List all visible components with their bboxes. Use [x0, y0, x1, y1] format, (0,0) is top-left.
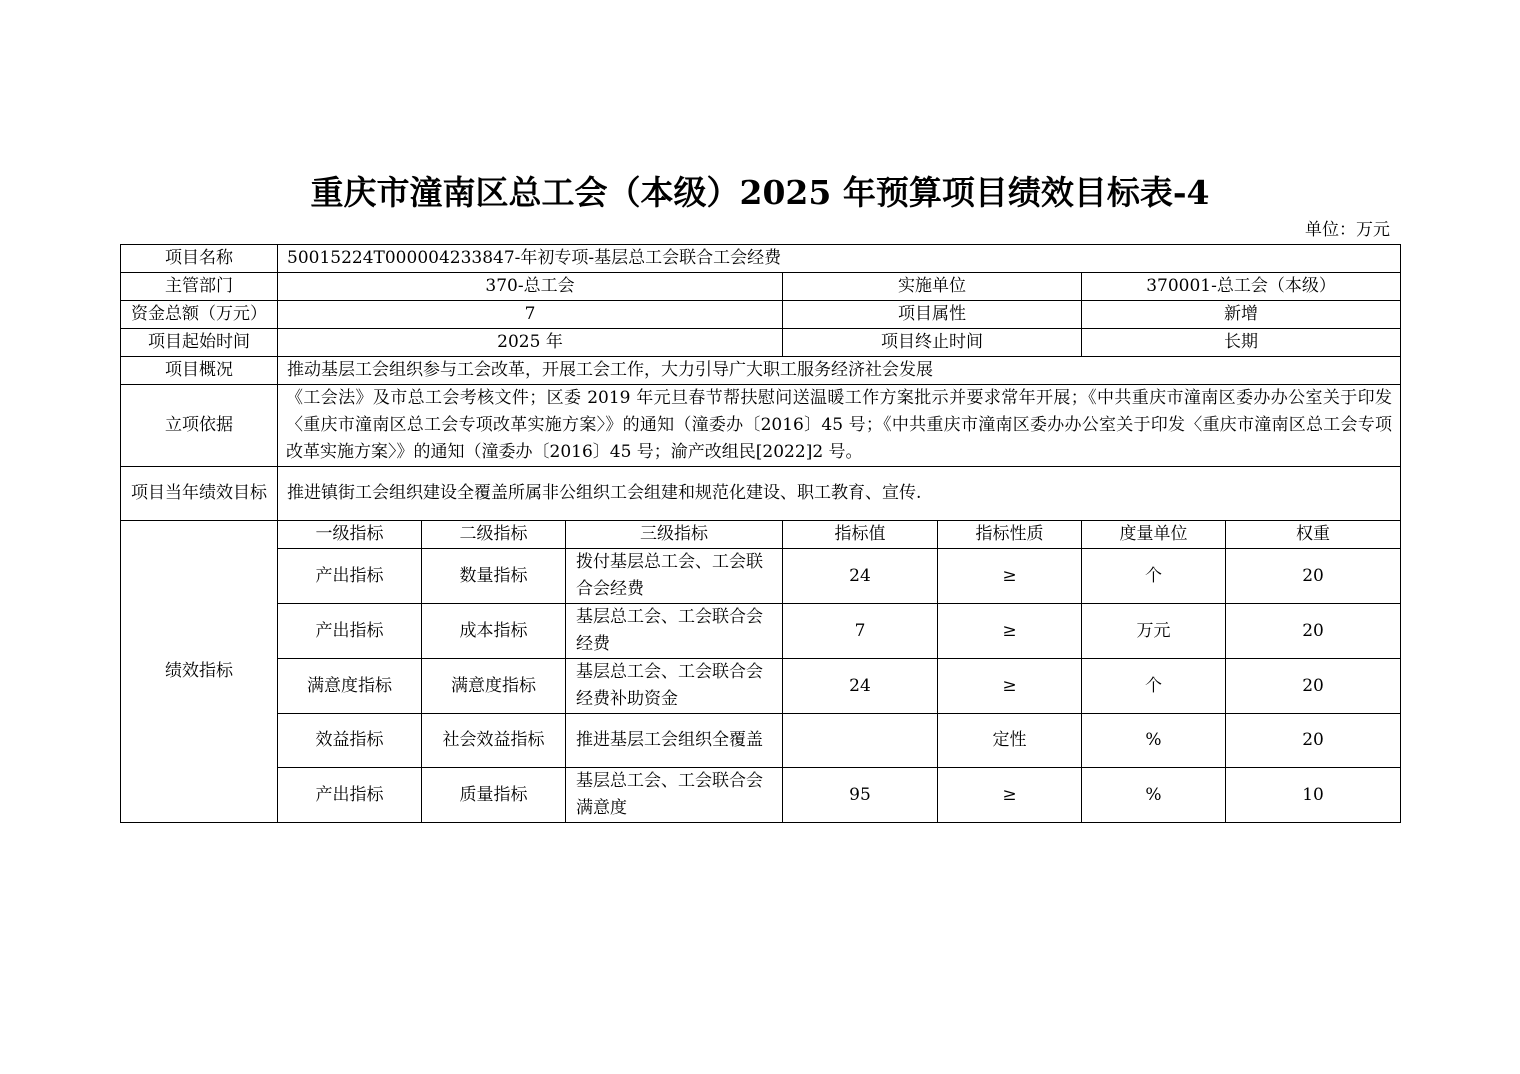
- header-weight: 权重: [1226, 521, 1401, 549]
- level2-cell: 满意度指标: [422, 659, 566, 714]
- level3-cell: 推进基层工会组织全覆盖: [566, 714, 783, 768]
- level2-cell: 质量指标: [422, 768, 566, 823]
- dept-label: 主管部门: [121, 273, 278, 301]
- indicator-section-label: 绩效指标: [121, 521, 278, 823]
- start-label: 项目起始时间: [121, 329, 278, 357]
- row-project-name: [121, 245, 1401, 273]
- header-nature: 指标性质: [938, 521, 1082, 549]
- level2-cell: 数量指标: [422, 549, 566, 604]
- weight-cell: 20: [1226, 604, 1401, 659]
- table-row: [121, 768, 1401, 823]
- page-title: 重庆市潼南区总工会（本级）2025 年预算项目绩效目标表-4: [310, 173, 1210, 212]
- fund-label: 资金总额（万元）: [121, 301, 278, 329]
- weight-cell: 20: [1226, 549, 1401, 604]
- value-cell: [783, 714, 938, 768]
- row-overview: [121, 357, 1401, 385]
- level2-cell: 成本指标: [422, 604, 566, 659]
- goal-value: 推进镇街工会组织建设全覆盖所属非公组织工会组建和规范化建设、职工教育、宣传.: [278, 467, 1401, 521]
- nature-cell: ≥: [938, 659, 1082, 714]
- impl-label: 实施单位: [783, 273, 1082, 301]
- nature-cell: ≥: [938, 549, 1082, 604]
- level1-cell: 产出指标: [278, 604, 422, 659]
- table-row: [121, 604, 1401, 659]
- end-value: 长期: [1082, 329, 1401, 357]
- value-cell: 7: [783, 604, 938, 659]
- value-cell: 24: [783, 659, 938, 714]
- attr-label: 项目属性: [783, 301, 1082, 329]
- level2-cell: 社会效益指标: [422, 714, 566, 768]
- table-row: [121, 714, 1401, 768]
- unit-label: 单位：万元: [1305, 220, 1390, 240]
- weight-cell: 20: [1226, 659, 1401, 714]
- table-row: [121, 659, 1401, 714]
- basis-label: 立项依据: [121, 385, 278, 467]
- header-level1: 一级指标: [278, 521, 422, 549]
- end-label: 项目终止时间: [783, 329, 1082, 357]
- row-goal: [121, 467, 1401, 521]
- row-time: [121, 329, 1401, 357]
- weight-cell: 10: [1226, 768, 1401, 823]
- performance-table: [120, 244, 1401, 823]
- value-cell: 95: [783, 768, 938, 823]
- row-fund: [121, 301, 1401, 329]
- header-level3: 三级指标: [566, 521, 783, 549]
- basis-value: 《工会法》及市总工会考核文件；区委 2019 年元旦春节帮扶慰问送温暖工作方案批示并要求常年开展；《中共重庆市潼南区委办办公室关于印发〈重庆市潼南区总工会专项改革实施方案〉》的通知（潼委办〔2016〕45 号；《中共重庆市潼南区委办办公室关于印发〈重庆市潼南区总工会专项改革实施方案〉》的通知（潼委办〔2016〕45 号；渝产改组民[2022]2 号。: [278, 385, 1401, 467]
- level3-cell: 基层总工会、工会联合会经费: [566, 604, 783, 659]
- impl-value: 370001-总工会（本级）: [1082, 273, 1401, 301]
- level1-cell: 产出指标: [278, 768, 422, 823]
- project-name-label: 项目名称: [121, 245, 278, 273]
- project-name-value: 50015224T000004233847-年初专项-基层总工会联合工会经费: [278, 245, 1401, 273]
- table-row: [121, 549, 1401, 604]
- header-value: 指标值: [783, 521, 938, 549]
- attr-value: 新增: [1082, 301, 1401, 329]
- fund-value: 7: [278, 301, 783, 329]
- unit-cell: %: [1082, 768, 1226, 823]
- unit-cell: 个: [1082, 549, 1226, 604]
- indicator-header-row: [121, 521, 1401, 549]
- weight-cell: 20: [1226, 714, 1401, 768]
- start-value: 2025 年: [278, 329, 783, 357]
- level3-cell: 拨付基层总工会、工会联合会经费: [566, 549, 783, 604]
- level3-cell: 基层总工会、工会联合会满意度: [566, 768, 783, 823]
- overview-value: 推动基层工会组织参与工会改革，开展工会工作，大力引导广大职工服务经济社会发展: [278, 357, 1401, 385]
- nature-cell: ≥: [938, 768, 1082, 823]
- dept-value: 370-总工会: [278, 273, 783, 301]
- header-level2: 二级指标: [422, 521, 566, 549]
- unit-cell: 万元: [1082, 604, 1226, 659]
- row-basis: [121, 385, 1401, 467]
- level3-cell: 基层总工会、工会联合会经费补助资金: [566, 659, 783, 714]
- level1-cell: 效益指标: [278, 714, 422, 768]
- level1-cell: 产出指标: [278, 549, 422, 604]
- nature-cell: ≥: [938, 604, 1082, 659]
- goal-label: 项目当年绩效目标: [121, 467, 278, 521]
- value-cell: 24: [783, 549, 938, 604]
- unit-cell: 个: [1082, 659, 1226, 714]
- nature-cell: 定性: [938, 714, 1082, 768]
- row-department: [121, 273, 1401, 301]
- level1-cell: 满意度指标: [278, 659, 422, 714]
- header-unit: 度量单位: [1082, 521, 1226, 549]
- overview-label: 项目概况: [121, 357, 278, 385]
- unit-cell: %: [1082, 714, 1226, 768]
